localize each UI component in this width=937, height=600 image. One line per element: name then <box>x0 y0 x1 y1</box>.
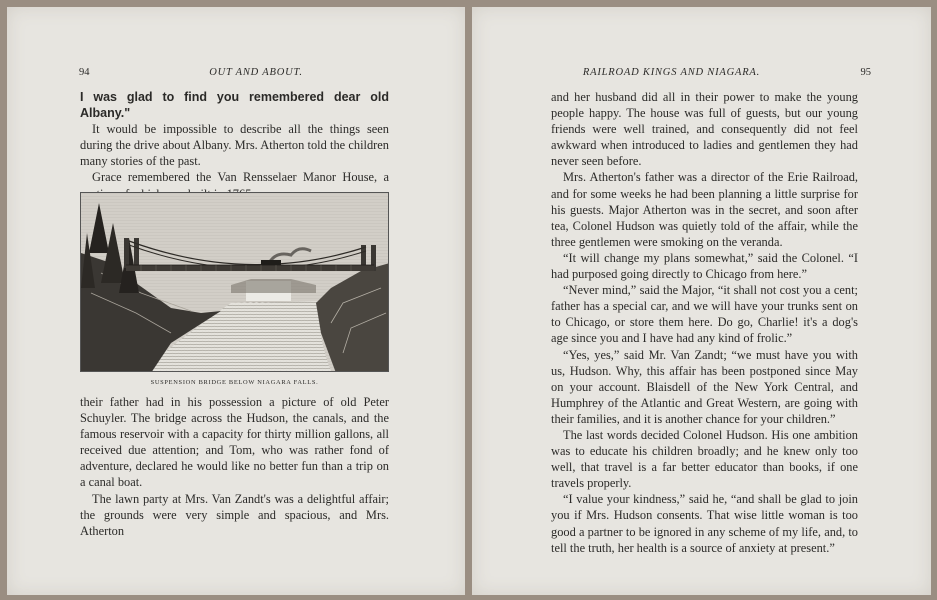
paragraph: “I value your kindness,” said he, “and shall be glad to join you if Mrs. Hudson consents. That wise little woman is too good a partner to be ignored in any scheme of my life, and, to tell the truth, her health is a source of anxiety at present.” <box>551 492 858 555</box>
left-running-head: OUT AND ABOUT. <box>209 67 303 78</box>
paragraph: Mrs. Atherton's father was a director of the Erie Railroad, and for some weeks he had been planning a little surprise for his guests. Major Atherton was in the secret, and soon after tea, Colonel Hudson was quietly told of the affair, while the three gentlemen were smoking on the veranda. <box>551 170 858 249</box>
left-page <box>7 7 465 595</box>
paragraph: and her husband did all in their power to make the young people happy. The house was full of guests, but our young friends were well trained, and consequently did not feel awkward when introduced to ladies and gentlemen they had never seen before. <box>551 90 858 169</box>
paragraph: “Never mind,” said the Major, “it shall not cost you a cent; father has a special car, and we will have your trunks sent on to Chicago, or store them here. Do go, Charlie! it's a dog's age since you and I have had any kind of frolic.” <box>551 283 858 346</box>
left-page-number: 94 <box>79 67 90 78</box>
paragraph: Grace remembered the Van Rensselaer Manor House, a <box>92 170 389 185</box>
illustration-caption: SUSPENSION BRIDGE BELOW NIAGARA FALLS. <box>150 379 319 386</box>
suspension-bridge-illustration <box>80 192 389 372</box>
right-page-number: 95 <box>860 67 871 78</box>
paragraph: “Yes, yes,” said Mr. Van Zandt; “we must have you with us, Hudson. Why, this affair has been postponed since May on your account. Blaisdell of the New York Central, and Humphrey of the Atlantic and Great Western, are going with their families, and it is another chance for your children.” <box>551 347 858 426</box>
paragraph: “It will change my plans somewhat,” said the Colonel. “I had purposed going directly to Chicago from here.” <box>551 250 858 282</box>
right-page <box>472 7 931 595</box>
left-bottom-text <box>80 394 389 539</box>
right-running-head: RAILROAD KINGS AND NIAGARA. <box>582 67 761 78</box>
paragraph: their father had in his possession a picture of old Peter Schuyler. The bridge across the Hudson, the canals, and the famous reservoir with a capacity for thirty million gallons, all received due attention; and Tom, who was rather fond of adventure, declared he would like no better fun than a trip on a canal boat. <box>80 395 389 490</box>
right-body-text <box>551 89 858 556</box>
paragraph: The lawn party at Mrs. Van Zandt's was a delightful affair; the grounds were very simple and spacious, and Mrs. Atherton <box>80 491 389 538</box>
paragraph: It would be impossible to describe all the things seen during the drive about Albany. Mrs. Atherton told the children many stories of the past. <box>80 122 389 169</box>
paragraph: The last words decided Colonel Hudson. His one ambition was to educate his children broadly; and he knew only too well, that travel is a far better educator than books, if one travels properly. <box>551 427 858 491</box>
paragraph: I was glad to find you remembered dear old Albany." <box>80 90 389 121</box>
